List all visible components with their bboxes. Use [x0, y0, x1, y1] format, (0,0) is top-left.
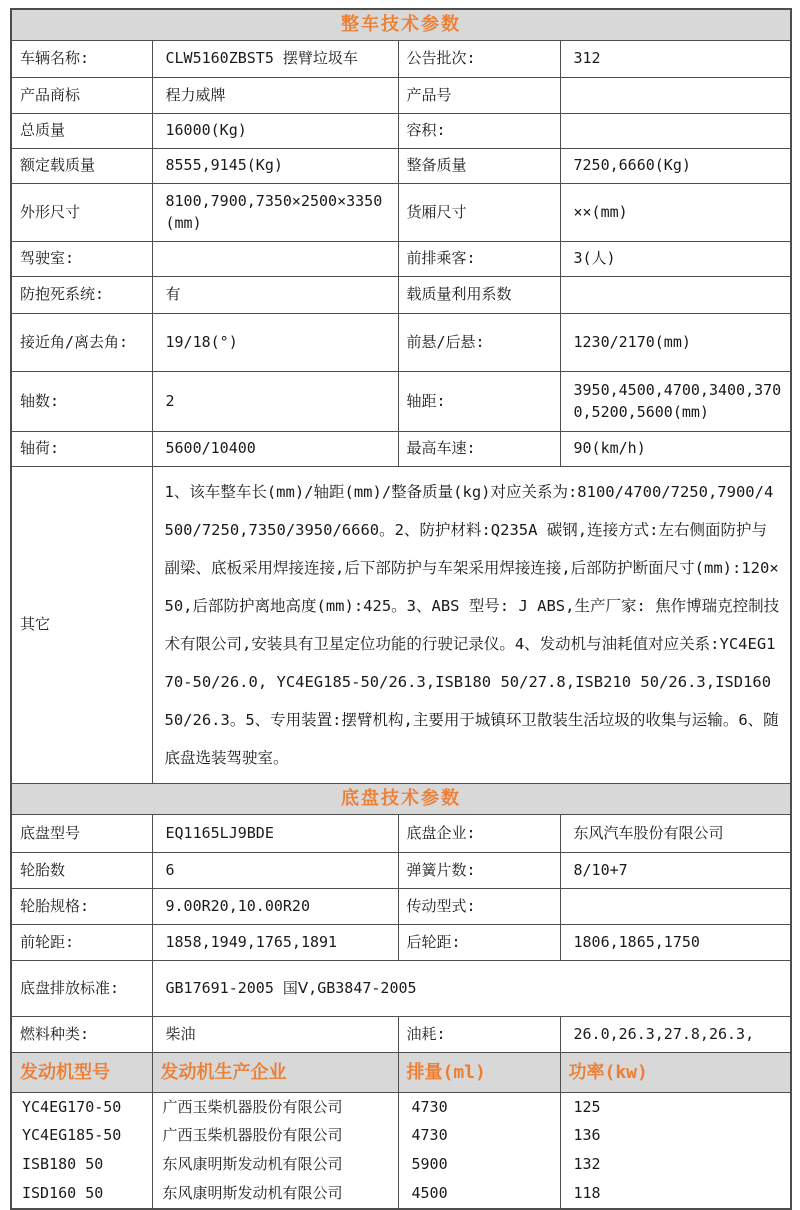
engine-header-row — [11, 1053, 791, 1093]
row-value: 9.00R20,10.00R20 — [152, 889, 398, 925]
row-value: 东风汽车股份有限公司 — [560, 815, 791, 853]
row-value: 2 — [152, 372, 398, 432]
engine-col-header: 功率(kw) — [560, 1053, 791, 1093]
table-row — [11, 853, 791, 889]
row-label: 轮胎规格: — [11, 889, 152, 925]
engine-model: ISD160 50 — [11, 1180, 152, 1209]
row-value: 有 — [152, 277, 398, 314]
table-row — [11, 925, 791, 961]
row-value: 1230/2170(mm) — [560, 314, 791, 372]
engine-displacement: 5900 — [398, 1151, 560, 1180]
table-row — [11, 184, 791, 242]
engine-model: YC4EG185-50 — [11, 1122, 152, 1151]
row-value: 312 — [560, 41, 791, 78]
row-value — [560, 277, 791, 314]
row-label: 轴距: — [398, 372, 560, 432]
row-value — [560, 114, 791, 149]
row-label: 总质量 — [11, 114, 152, 149]
row-label: 最高车速: — [398, 432, 560, 467]
row-value: ××(mm) — [560, 184, 791, 242]
row-label: 前悬/后悬: — [398, 314, 560, 372]
engine-maker: 东风康明斯发动机有限公司 — [152, 1151, 398, 1180]
row-label: 整备质量 — [398, 149, 560, 184]
row-value — [560, 889, 791, 925]
row-label: 外形尺寸 — [11, 184, 152, 242]
row-label: 轮胎数 — [11, 853, 152, 889]
table-row-emission — [11, 961, 791, 1017]
row-label: 底盘企业: — [398, 815, 560, 853]
row-label: 公告批次: — [398, 41, 560, 78]
row-label: 载质量利用系数 — [398, 277, 560, 314]
other-notes-text: 1、该车整车长(mm)/轴距(mm)/整备质量(kg)对应关系为:8100/4700/7250,7900/4500/7250,7350/3950/6660。2、防护材料:Q235A 碳钢,连接方式:左右侧面防护与副梁、底板采用焊接连接,后下部防护与车架采用焊接连接,后部防护断面尺寸(mm):120×50,后部防护离地高度(mm):425。3、ABS 型号: J ABS,生产厂家: 焦作博瑞克控制技术有限公司,安装具有卫星定位功能的行驶记录仪。4、发动机与油耗值对应关系:YC4EG170-50/26.0, YC4EG185-50/26.3,ISB180 50/27.8,ISB210 50/26.3,ISD160 50/26.3。5、专用装置:摆臂机构,主要用于城镇环卫散装生活垃圾的收集与运输。6、随底盘选装驾驶室。 — [152, 467, 791, 784]
row-label: 驾驶室: — [11, 242, 152, 277]
row-label: 轴荷: — [11, 432, 152, 467]
engine-model: YC4EG170-50 — [11, 1093, 152, 1122]
row-label: 后轮距: — [398, 925, 560, 961]
table-row — [11, 1017, 791, 1053]
row-label: 车辆名称: — [11, 41, 152, 78]
row-label: 容积: — [398, 114, 560, 149]
row-value: CLW5160ZBST5 摆臂垃圾车 — [152, 41, 398, 78]
engine-row — [11, 1122, 791, 1151]
row-value: 5600/10400 — [152, 432, 398, 467]
row-value: 8/10+7 — [560, 853, 791, 889]
engine-col-header: 发动机生产企业 — [152, 1053, 398, 1093]
engine-displacement: 4730 — [398, 1122, 560, 1151]
row-label: 轴数: — [11, 372, 152, 432]
row-value: 6 — [152, 853, 398, 889]
row-value: 1858,1949,1765,1891 — [152, 925, 398, 961]
engine-power: 125 — [560, 1093, 791, 1122]
engine-row — [11, 1151, 791, 1180]
table-row — [11, 815, 791, 853]
row-value: 26.0,26.3,27.8,26.3, — [560, 1017, 791, 1053]
table-row — [11, 889, 791, 925]
row-value: 3(人) — [560, 242, 791, 277]
engine-col-header: 发动机型号 — [11, 1053, 152, 1093]
engine-maker: 广西玉柴机器股份有限公司 — [152, 1122, 398, 1151]
row-label: 前排乘客: — [398, 242, 560, 277]
row-value: 8100,7900,7350×2500×3350(mm) — [152, 184, 398, 242]
engine-model: ISB180 50 — [11, 1151, 152, 1180]
row-value: 19/18(°) — [152, 314, 398, 372]
row-label: 产品号 — [398, 78, 560, 114]
row-label: 底盘排放标准: — [11, 961, 152, 1017]
table-row — [11, 314, 791, 372]
row-label: 油耗: — [398, 1017, 560, 1053]
engine-maker: 广西玉柴机器股份有限公司 — [152, 1093, 398, 1122]
row-label: 传动型式: — [398, 889, 560, 925]
row-label: 前轮距: — [11, 925, 152, 961]
table-row — [11, 149, 791, 184]
row-label: 额定载质量 — [11, 149, 152, 184]
engine-row — [11, 1180, 791, 1209]
row-label: 产品商标 — [11, 78, 152, 114]
row-value: 3950,4500,4700,3400,3700,5200,5600(mm) — [560, 372, 791, 432]
row-label: 底盘型号 — [11, 815, 152, 853]
engine-col-header: 排量(ml) — [398, 1053, 560, 1093]
row-label: 弹簧片数: — [398, 853, 560, 889]
row-label: 接近角/离去角: — [11, 314, 152, 372]
row-label: 防抱死系统: — [11, 277, 152, 314]
section-title-chassis: 底盘技术参数 — [11, 784, 791, 815]
row-value — [152, 242, 398, 277]
row-label: 货厢尺寸 — [398, 184, 560, 242]
table-row — [11, 78, 791, 114]
table-row — [11, 372, 791, 432]
row-value: GB17691-2005 国Ⅴ,GB3847-2005 — [152, 961, 791, 1017]
row-value: EQ1165LJ9BDE — [152, 815, 398, 853]
engine-displacement: 4500 — [398, 1180, 560, 1209]
row-value: 程力威牌 — [152, 78, 398, 114]
engine-power: 132 — [560, 1151, 791, 1180]
engine-power: 136 — [560, 1122, 791, 1151]
row-label: 其它 — [11, 467, 152, 784]
row-value: 7250,6660(Kg) — [560, 149, 791, 184]
engine-maker: 东风康明斯发动机有限公司 — [152, 1180, 398, 1209]
table-row — [11, 432, 791, 467]
row-value: 90(km/h) — [560, 432, 791, 467]
row-value: 8555,9145(Kg) — [152, 149, 398, 184]
table-row-other — [11, 467, 791, 784]
table-row — [11, 114, 791, 149]
section-title-vehicle: 整车技术参数 — [11, 9, 791, 41]
engine-row — [11, 1093, 791, 1122]
row-label: 燃料种类: — [11, 1017, 152, 1053]
table-row — [11, 242, 791, 277]
engine-displacement: 4730 — [398, 1093, 560, 1122]
engine-power: 118 — [560, 1180, 791, 1209]
row-value: 1806,1865,1750 — [560, 925, 791, 961]
spec-table — [10, 8, 792, 1210]
row-value — [560, 78, 791, 114]
table-row — [11, 41, 791, 78]
row-value: 16000(Kg) — [152, 114, 398, 149]
row-value: 柴油 — [152, 1017, 398, 1053]
table-row — [11, 277, 791, 314]
